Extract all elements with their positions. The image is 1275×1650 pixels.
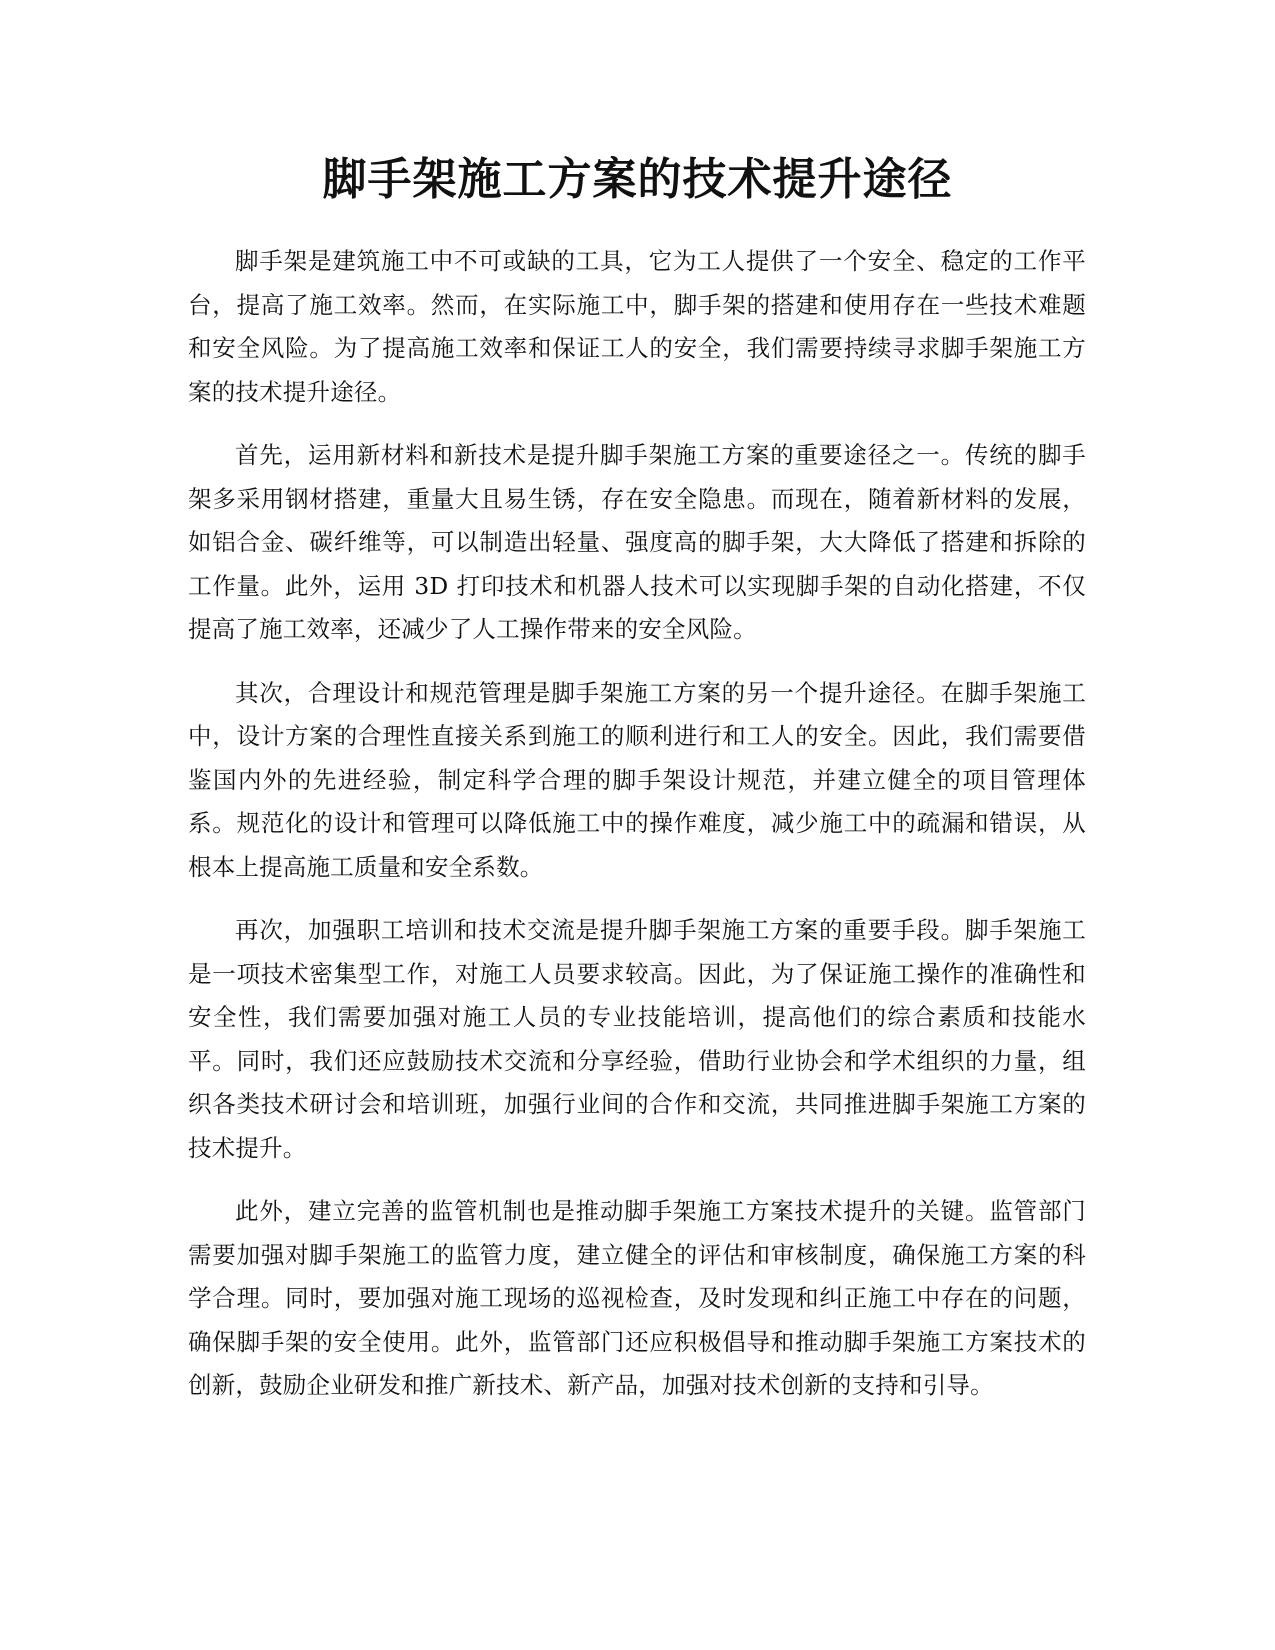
paragraph-4: 再次，加强职工培训和技术交流是提升脚手架施工方案的重要手段。脚手架施工是一项技术密集型工作，对施工人员要求较高。因此，为了保证施工操作的准确性和安全性，我们需要加强对施工人员的专业技能培训，提高他们的综合素质和技能水平。同时，我们还应鼓励技术交流和分享经验，借助行业协会和学术组织的力量，组织各类技术研讨会和培训班，加强行业间的合作和交流，共同推进脚手架施工方案的技术提升。 bbox=[188, 916, 1086, 1162]
document-title: 脚手架施工方案的技术提升途径 bbox=[322, 154, 953, 205]
document-body bbox=[188, 240, 1086, 1428]
paragraph-3: 其次，合理设计和规范管理是脚手架施工方案的另一个提升途径。在脚手架施工中，设计方案的合理性直接关系到施工的顺利进行和工人的安全。因此，我们需要借鉴国内外的先进经验，制定科学合理的脚手架设计规范，并建立健全的项目管理体系。规范化的设计和管理可以降低施工中的操作难度，减少施工中的疏漏和错误，从根本上提高施工质量和安全系数。 bbox=[188, 678, 1086, 881]
paragraph-5: 此外，建立完善的监管机制也是推动脚手架施工方案技术提升的关键。监管部门需要加强对脚手架施工的监管力度，建立健全的评估和审核制度，确保施工方案的科学合理。同时，要加强对施工现场的巡视检查，及时发现和纠正施工中存在的问题，确保脚手架的安全使用。此外，监管部门还应积极倡导和推动脚手架施工方案技术的创新，鼓励企业研发和推广新技术、新产品，加强对技术创新的支持和引导。 bbox=[188, 1197, 1086, 1399]
paragraph-2: 首先，运用新材料和新技术是提升脚手架施工方案的重要途径之一。传统的脚手架多采用钢材搭建，重量大且易生锈，存在安全隐患。而现在，随着新材料的发展，如铝合金、碳纤维等，可以制造出轻量、强度高的脚手架，大大降低了搭建和拆除的工作量。此外，运用 3D 打印技术和机器人技术可以实现脚手架的自动化搭建，不仅提高了施工效率，还减少了人工操作带来的安全风险。 bbox=[188, 441, 1086, 643]
paragraph-1: 脚手架是建筑施工中不可或缺的工具，它为工人提供了一个安全、稳定的工作平台，提高了施工效率。然而，在实际施工中，脚手架的搭建和使用存在一些技术难题和安全风险。为了提高施工效率和保证工人的安全，我们需要持续寻求脚手架施工方案的技术提升途径。 bbox=[188, 247, 1086, 406]
